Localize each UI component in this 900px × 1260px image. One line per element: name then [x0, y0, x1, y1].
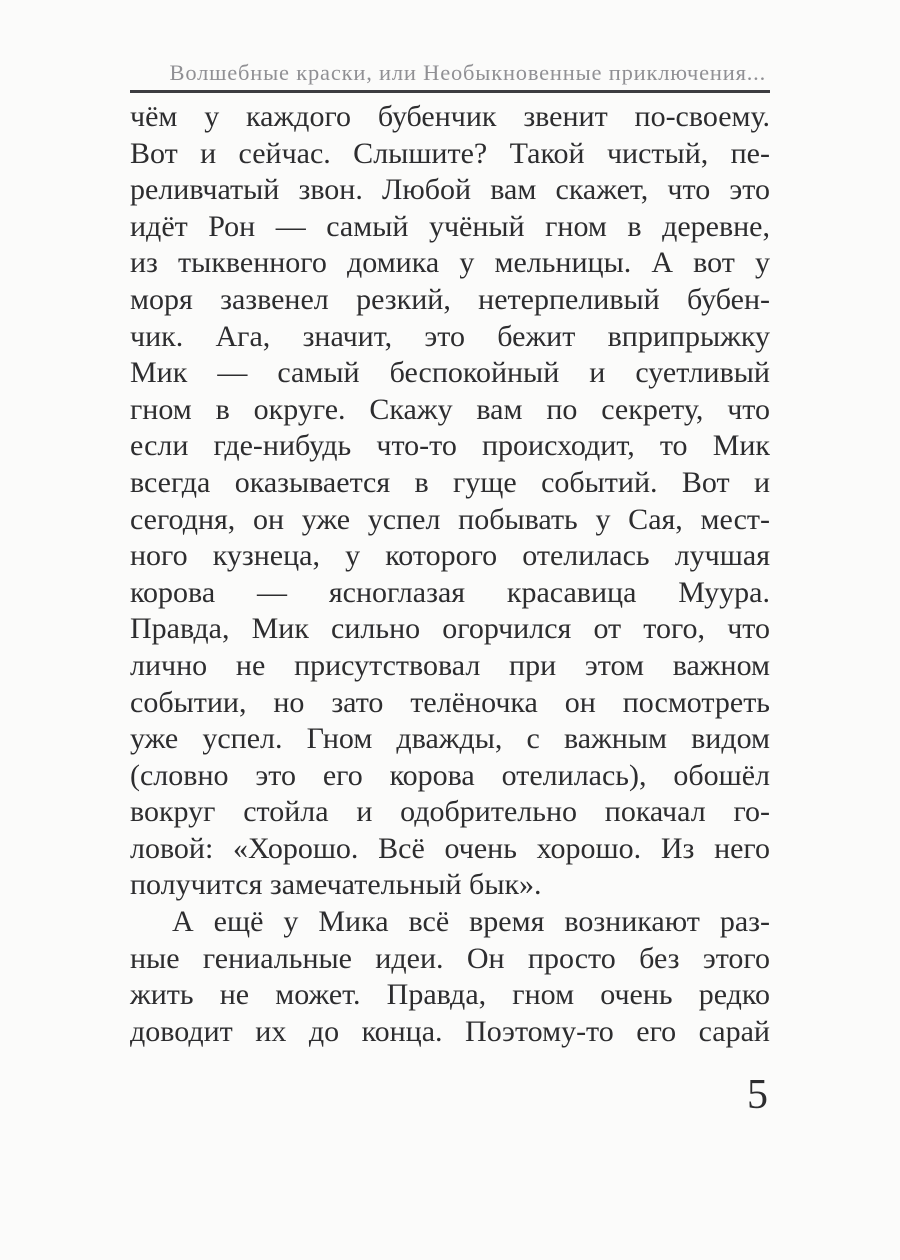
text-line: чик. Ага, значит, это бежит вприпрыжку	[130, 319, 770, 353]
text-line: Правда, Мик сильно огорчился от того, что	[130, 612, 770, 646]
text-line: корова — ясноглазая красавица Муура.	[130, 575, 770, 609]
text-line: Мик — самый беспокойный и суетливый	[130, 356, 770, 390]
text-line: моря зазвенел резкий, нетерпеливый бубен-	[130, 282, 770, 316]
text-line: всегда оказывается в гуще событий. Вот и	[130, 465, 770, 499]
text-line: чём у каждого бубенчик звенит по-своему.	[130, 100, 770, 133]
text-line: Вот и сейчас. Слышите? Такой чистый, пе-	[130, 136, 770, 170]
page-number: 5	[747, 1072, 768, 1119]
text-line: из тыквенного домика у мельницы. А вот у	[130, 246, 770, 280]
book-page	[0, 60, 900, 1260]
text-line: ного кузнеца, у которого отелилась лучшая	[130, 539, 770, 573]
page-body	[130, 99, 770, 1050]
text-line: уже успел. Гном дважды, с важным видом	[130, 722, 770, 756]
text-line: (словно это его корова отелилась), обошёл	[130, 758, 770, 792]
text-line: идёт Рон — самый учёный гном в деревне,	[130, 209, 770, 243]
text-line: ные гениальные идеи. Он просто без этого	[130, 941, 770, 975]
running-header-title: Волшебные краски, или Необыкновенные приключения...	[169, 60, 766, 85]
text-line: получится замечательный бык».	[130, 868, 542, 902]
text-line: лично не присутствовал при этом важном	[130, 648, 770, 682]
text-line: событии, но зато телёночка он посмотреть	[130, 685, 770, 719]
text-line: если где-нибудь что-то происходит, то Мик	[130, 429, 770, 463]
text-line: вокруг стойла и одобрительно покачал го-	[130, 795, 770, 829]
text-column	[130, 60, 770, 1118]
text-line: доводит их до конца. Поэтому-то его сарай	[130, 1014, 770, 1048]
header-rule	[130, 90, 770, 93]
text-line: сегодня, он уже успел побывать у Сая, мест-	[130, 502, 770, 536]
text-line: А ещё у Мика всё время возникают раз-	[172, 905, 770, 939]
text-line: реливчатый звон. Любой вам скажет, что это	[130, 173, 770, 207]
text-line: жить не может. Правда, гном очень редко	[130, 978, 770, 1012]
text-line: гном в округе. Скажу вам по секрету, что	[130, 392, 770, 426]
text-line: ловой: «Хорошо. Всё очень хорошо. Из него	[130, 831, 770, 865]
